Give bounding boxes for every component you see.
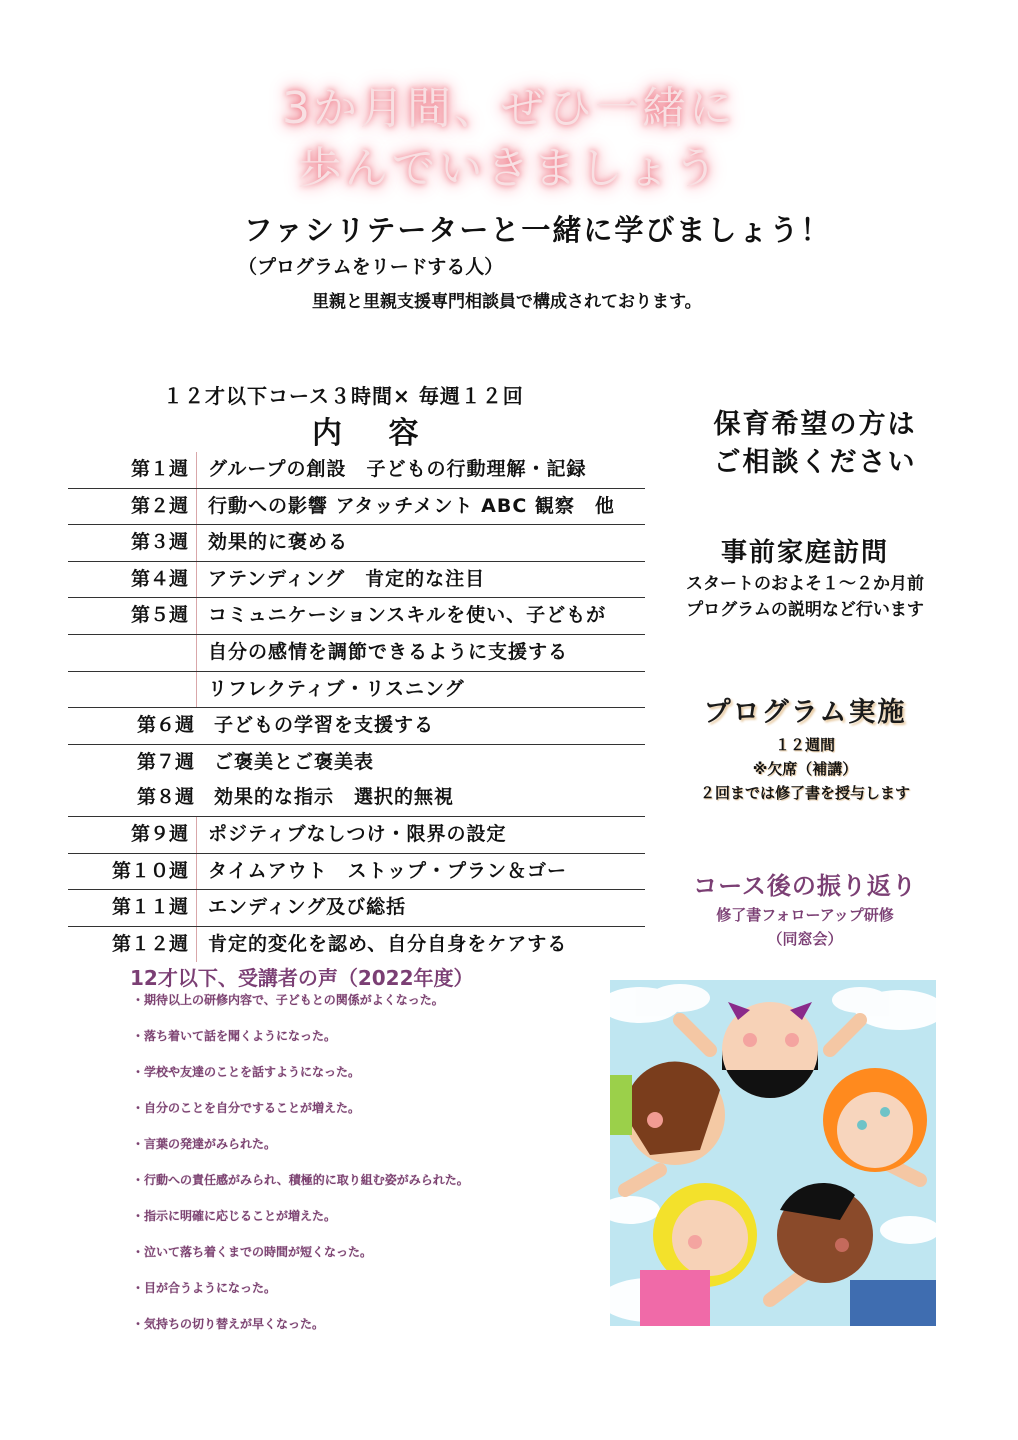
headline-line-2: 歩んでいきましょう xyxy=(297,143,721,194)
headline-line-1: 3か月間、ぜひ一緒に xyxy=(282,83,736,134)
week-label: 第６週 xyxy=(136,714,194,737)
week-topic: 効果的に褒める xyxy=(208,531,349,554)
week-label: 第９週 xyxy=(130,822,188,845)
home-visit-text xyxy=(655,571,955,623)
week-topic: エンディング及び総括 xyxy=(208,896,407,919)
week-label: 第７週 xyxy=(136,750,194,773)
after-course-text xyxy=(660,903,950,951)
week-topic: 肯定的変化を認め、自分自身をケアする xyxy=(208,932,568,955)
column-divider xyxy=(196,927,197,963)
children-circle-illustration xyxy=(610,980,936,1326)
week-label: 第５週 xyxy=(130,604,188,627)
voices-title: 12才以下、受講者の声（2022年度） xyxy=(130,966,474,990)
schedule-row xyxy=(68,817,645,854)
home-visit-line-1: スタートのおよそ１～２か月前 xyxy=(686,574,924,594)
voice-item: ・指示に明確に応じることが増えた。 xyxy=(132,1209,337,1223)
voice-item: ・行動への責任感がみられ、積極的に取り組む姿がみられた。 xyxy=(132,1173,469,1187)
schedule-row xyxy=(68,927,645,963)
course-description: １２才以下コース３時間× 毎週１２回 xyxy=(163,384,524,408)
week-label: 第２週 xyxy=(130,494,188,517)
schedule-row xyxy=(68,525,645,562)
schedule-row xyxy=(68,672,645,709)
schedule-row xyxy=(68,854,645,891)
week-label: 第８週 xyxy=(136,786,194,809)
after-course-line-1: 修了書フォローアップ研修 xyxy=(716,906,894,924)
week-label xyxy=(68,672,188,708)
week-label: 第１２週 xyxy=(111,932,188,955)
week-topic: コミュニケーションスキルを使い、子どもが xyxy=(208,604,607,627)
schedule-row xyxy=(68,452,645,489)
column-divider xyxy=(196,525,197,561)
after-course-title: コース後の振り返り xyxy=(693,872,917,900)
children-illustration-svg xyxy=(610,980,936,1326)
schedule-row xyxy=(68,562,645,599)
schedule-row xyxy=(68,489,645,526)
week-topic: 効果的な指示 選択的無視 xyxy=(214,786,455,809)
schedule-row xyxy=(68,780,645,817)
column-divider xyxy=(196,489,197,525)
schedule-row xyxy=(68,708,645,745)
schedule-row xyxy=(68,890,645,927)
program-line-1: １２週間 xyxy=(774,736,835,754)
column-divider xyxy=(196,635,197,671)
schedule-row xyxy=(68,745,645,781)
voice-item: ・落ち着いて話を聞くようになった。 xyxy=(132,1029,337,1043)
schedule-table xyxy=(68,452,645,962)
program-title: プログラム実施 xyxy=(703,697,907,728)
week-topic: アテンディング 肯定的な注目 xyxy=(208,567,486,590)
home-visit-line-2: プログラムの説明など行います xyxy=(686,600,924,620)
voice-item: ・自分のことを自分ですることが増えた。 xyxy=(132,1101,361,1115)
childcare-notice xyxy=(660,406,970,482)
program-line-2: ※欠席（補講） xyxy=(752,760,858,778)
week-label: 第１１週 xyxy=(111,896,188,919)
voice-item: ・期待以上の研修内容で、子どもとの関係がよくなった。 xyxy=(132,993,444,1007)
home-visit-title: 事前家庭訪問 xyxy=(720,538,889,568)
voice-item: ・気持ちの切り替えが早くなった。 xyxy=(132,1317,325,1331)
voices-list xyxy=(132,990,469,1350)
childcare-line-2: ご相談ください xyxy=(713,447,917,478)
schedule-row xyxy=(68,598,645,635)
program-line-3: ２回までは修了書を授与します xyxy=(699,784,910,802)
week-label: 第４週 xyxy=(130,567,188,590)
column-divider xyxy=(196,672,197,708)
childcare-line-1: 保育希望の方は xyxy=(713,409,917,440)
week-topic: グループの創設 子どもの行動理解・記録 xyxy=(208,458,587,480)
week-topic: ご褒美とご褒美表 xyxy=(214,750,375,773)
voice-item: ・泣いて落ち着くまでの時間が短くなった。 xyxy=(132,1245,373,1259)
week-topic: 自分の感情を調節できるように支援する xyxy=(208,640,569,663)
week-label: 第１０週 xyxy=(111,859,188,882)
voice-item: ・目が合うようになった。 xyxy=(132,1281,277,1295)
voice-item: ・学校や友達のことを話すようになった。 xyxy=(132,1065,361,1079)
column-divider xyxy=(196,598,197,634)
week-topic: 行動への影響 アタッチメント ABC 観察 他 xyxy=(208,494,615,517)
program-text xyxy=(660,733,950,805)
week-topic: リフレクティブ・リスニング xyxy=(208,677,465,700)
column-divider xyxy=(196,562,197,598)
schedule-row xyxy=(68,635,645,672)
subtitle: ファシリテーターと一緒に学びましょう！ xyxy=(243,213,832,247)
week-topic: タイムアウト ストップ・プラン＆ゴー xyxy=(208,859,568,882)
facilitator-composition: 里親と里親支援専門相談員で構成されております。 xyxy=(312,292,702,312)
week-label: 第１週 xyxy=(130,458,188,480)
week-topic: 子どもの学習を支援する xyxy=(214,714,435,737)
subtitle-note: （プログラムをリードする人） xyxy=(238,256,504,278)
column-divider xyxy=(196,890,197,926)
week-label xyxy=(68,635,188,671)
column-divider xyxy=(196,854,197,890)
column-divider xyxy=(196,452,197,488)
contents-heading: 内 容 xyxy=(312,416,437,451)
after-course-line-2: （同窓会） xyxy=(767,930,843,948)
column-divider xyxy=(196,817,197,853)
week-label: 第３週 xyxy=(130,531,188,554)
week-topic: ポジティブなしつけ・限界の設定 xyxy=(208,822,507,845)
voice-item: ・言葉の発達がみられた。 xyxy=(132,1137,277,1151)
